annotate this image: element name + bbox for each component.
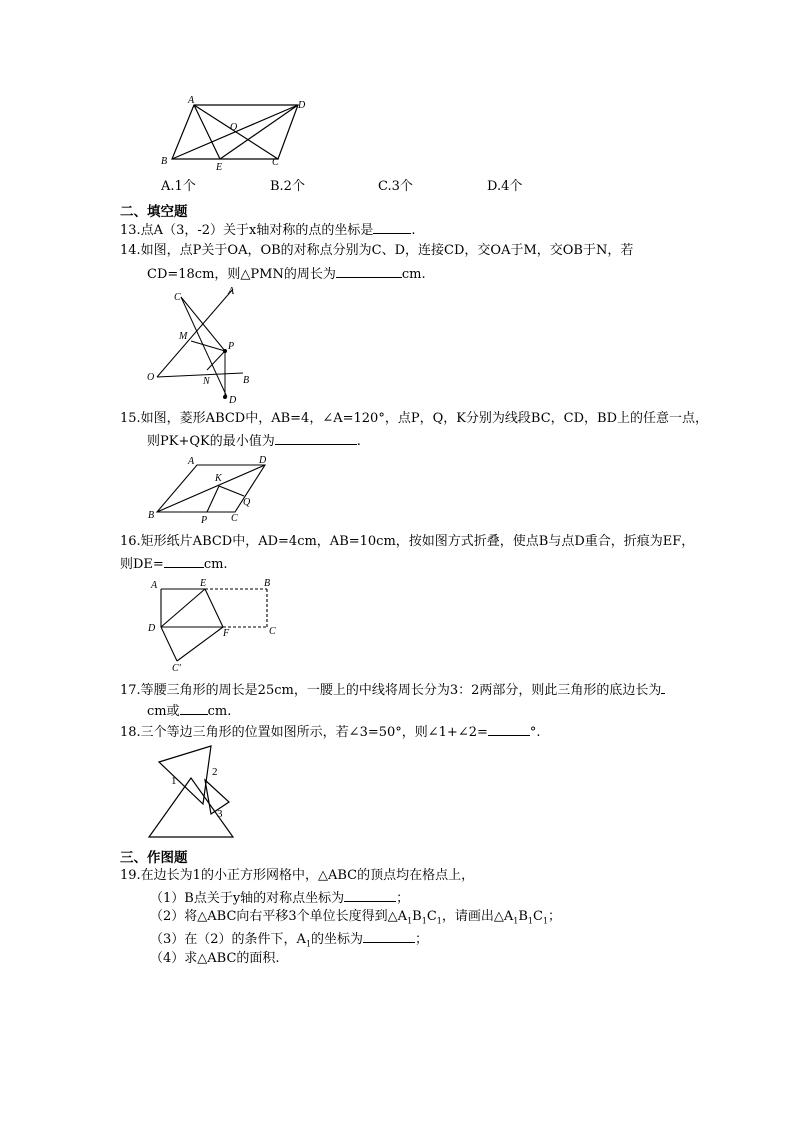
label-M: M [179, 331, 188, 342]
question-13: 13.点A（3，-2）关于x轴对称的点的坐标是 . [120, 223, 416, 238]
label-F: F [223, 628, 230, 639]
label-D: D [229, 395, 237, 406]
q19-blank-1 [344, 889, 396, 902]
figure-15 [145, 450, 280, 525]
section-2-title: 二、填空题 [120, 204, 188, 220]
label-A: A [228, 286, 235, 297]
q19-part-4: （4）求△ABC的面积. [150, 951, 280, 966]
label-K: K [215, 473, 222, 484]
q19-part-2: （2）将△ABC向右平移3个单位长度得到$\triangle A_1B_1C_1$，请画出$\triangle A_1B_1C_1$； [150, 909, 562, 926]
question-15-line2: 则PK+QK的最小值为 . [147, 434, 361, 449]
label-C: C [174, 292, 181, 303]
label-Q: Q [243, 497, 251, 508]
q12-option-d: D.4个 [487, 179, 523, 194]
q12-option-a: A.1个 [161, 179, 196, 194]
question-17-line1: 17.等腰三角形的周长是25cm，一腰上的中线将周长分为3：2两部分，则此三角形的底边长为 [120, 681, 665, 699]
q17-blank-1 [661, 681, 665, 694]
label-C: C [231, 513, 238, 524]
label-B: B [148, 510, 155, 521]
angle-2: 2 [212, 766, 218, 778]
label-D: D [298, 100, 306, 111]
q14-blank [336, 265, 402, 278]
question-17-line2: cm或 cm. [147, 704, 232, 719]
q19-part-3: （3）在（2）的条件下，$A_1$的坐标为 ； [150, 932, 429, 949]
label-E: E [216, 162, 223, 173]
q19-blank-3 [363, 930, 415, 943]
label-E: E [200, 578, 207, 589]
label-C: C [272, 157, 279, 168]
question-14-line2: CD=18cm，则△PMN的周长为 cm. [147, 267, 426, 282]
label-A: A [188, 95, 195, 106]
q13-text: 13.点A（3，-2）关于x轴对称的点的坐标是 [120, 223, 374, 238]
label-C: C [269, 626, 276, 637]
q15-blank [275, 432, 357, 445]
figure-18 [145, 742, 245, 842]
angle-3: 3 [217, 808, 223, 820]
q12-option-b: B.2个 [270, 179, 305, 194]
label-A: A [151, 580, 158, 591]
question-15-line1: 15.如图，菱形ABCD中，AB=4，∠A=120°，点P，Q，K分别为线段BC，CD，BD上的任意一点， [120, 411, 709, 426]
q13-blank [373, 221, 411, 234]
parallelogram-figure [150, 95, 320, 175]
figure-16 [145, 573, 285, 678]
label-D: D [259, 455, 267, 466]
q17-blank-2 [180, 702, 208, 715]
label-P: P [201, 515, 208, 526]
label-B: B [264, 578, 271, 589]
figure-14 [145, 285, 260, 405]
label-C-prime: C′ [172, 663, 181, 674]
label-A: A [188, 456, 195, 467]
q12-option-c: C.3个 [378, 179, 413, 194]
label-D: D [148, 623, 156, 634]
question-19-line1: 19.在边长为1的小正方形网格中，△ABC的顶点均在格点上， [120, 868, 475, 883]
label-O: O [147, 372, 155, 383]
q19-part-1: （1）B点关于y轴的对称点坐标为 ； [150, 891, 410, 906]
section-3-title: 三、作图题 [120, 850, 188, 866]
q16-blank [164, 555, 204, 568]
label-B: B [243, 375, 250, 386]
angle-1: 1 [171, 775, 177, 787]
label-O: O [230, 122, 238, 133]
q18-blank [488, 723, 530, 736]
label-P: P [228, 341, 235, 352]
label-B: B [161, 156, 168, 167]
question-14-line1: 14.如图，点P关于OA，OB的对称点分别为C、D，连接CD，交OA于M，交OB于N，若 [120, 243, 634, 258]
question-16-line2: 则DE= cm. [120, 557, 228, 572]
label-N: N [203, 376, 210, 387]
question-16-line1: 16.矩形纸片ABCD中，AD=4cm，AB=10cm，按如图方式折叠，使点B与点D重合，折痕为EF， [120, 534, 695, 549]
question-18: 18.三个等边三角形的位置如图所示，若∠3=50°，则∠1+∠2= °. [120, 725, 541, 740]
